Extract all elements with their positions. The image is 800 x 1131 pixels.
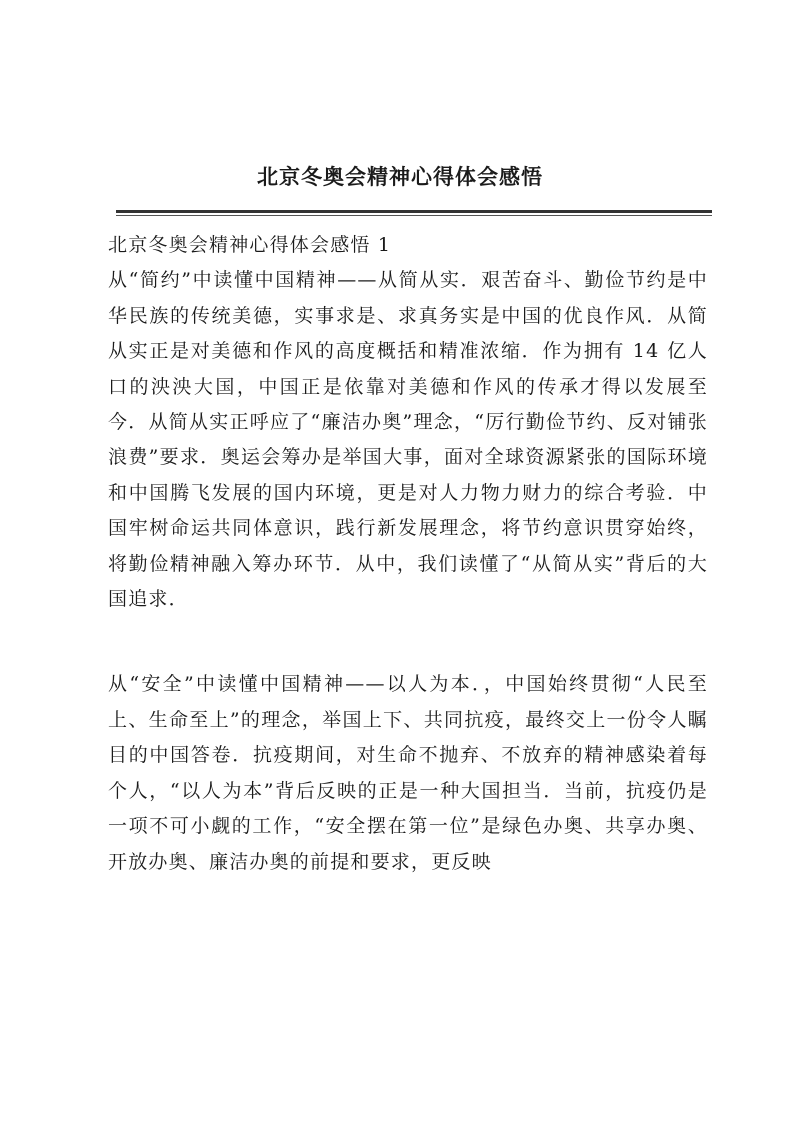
document-title: 北京冬奥会精神心得体会感悟: [257, 164, 543, 189]
title-divider: [116, 210, 712, 213]
document-body: [108, 228, 708, 880]
section-subtitle: 北京冬奥会精神心得体会感悟 1: [108, 234, 392, 256]
paragraph-1: 从“简约”中读懂中国精神——从简从实．艰苦奋斗、勤俭节约是中华民族的传统美德，实事求是、求真务实是中国的优良作风．从简从实正是对美德和作风的高度概括和精准浓缩．作为拥有 14 亿人口的泱泱大国，中国正是依靠对美德和作风的传承才得以发展至今．从简从实正呼应了“廉洁办奥”理念，“厉行勤俭节约、反对铺张浪费”要求．奥运会筹办是举国大事，面对全球资源紧张的国际环境和中国腾飞发展的国内环境，更是对人力物力财力的综合考验．中国牢树命运共同体意识，践行新发展理念，将节约意识贯穿始终，将勤俭精神融入筹办环节．从中，我们读懂了“从简从实”背后的大国追求．: [108, 269, 708, 611]
paragraph-2: 从“安全”中读懂中国精神——以人为本．，中国始终贯彻“人民至上、生命至上”的理念，举国上下、共同抗疫，最终交上一份令人瞩目的中国答卷．抗疫期间，对生命不抛弃、不放弃的精神感染着每个人，“以人为本”背后反映的正是一种大国担当．当前，抗疫仍是一项不可小觑的工作，“安全摆在第一位”是绿色办奥、共享办奥、开放办奥、廉洁办奥的前提和要求，更反映: [108, 673, 708, 873]
title-divider-thin: [116, 215, 712, 216]
paragraph-gap: [108, 617, 708, 667]
